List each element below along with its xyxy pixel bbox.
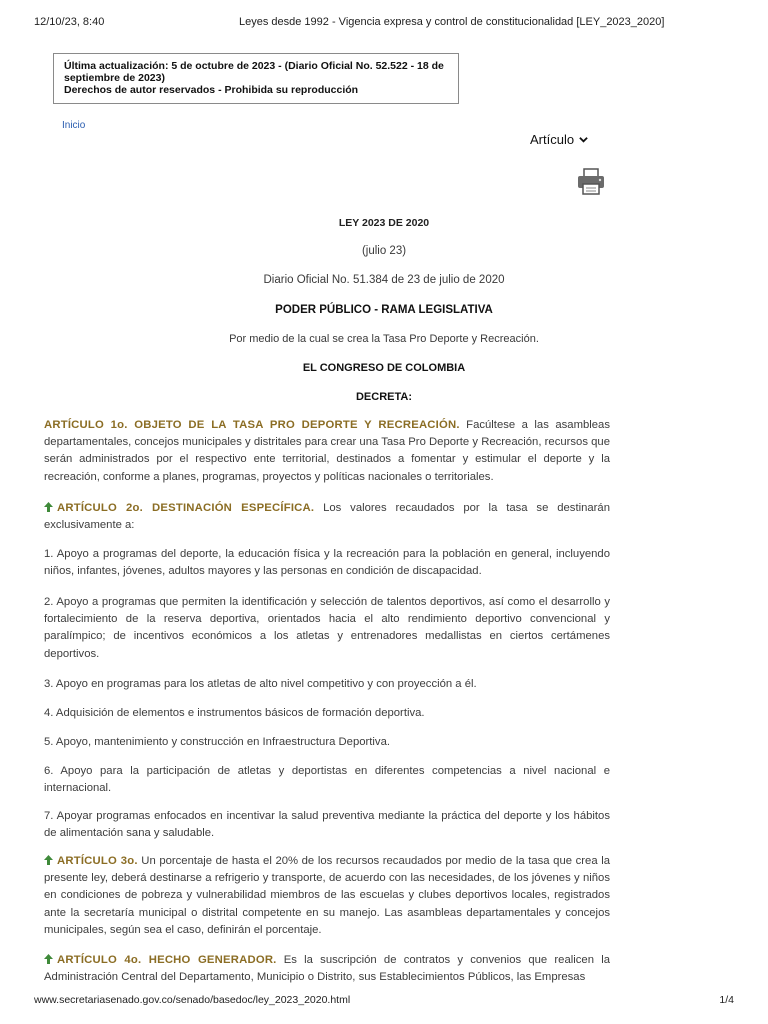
law-date: (julio 23): [361, 245, 407, 257]
articulo-dropdown[interactable]: [524, 129, 594, 149]
list-item: 5. Apoyo, mantenimiento y construcción en Infraestructura Deportiva.: [44, 736, 390, 748]
inicio-link[interactable]: Inicio: [62, 120, 86, 131]
article-1-title[interactable]: ARTÍCULO 1o. OBJETO DE LA TASA PRO DEPORTE Y RECREACIÓN.: [44, 419, 460, 431]
list-item: 2. Apoyo a programas que permiten la identificación y selección de talentos deportivos, así como el desarrollo y fortalecimiento de la reserva deportiva, orientados hacia el alto rendimiento deportivo convencional y paralímpico; de incentivos económicos a los atletas y entrenadores medallistas en ciertos certámenes deportivos.: [44, 596, 610, 660]
list-item: 6. Apoyo para la participación de atletas y deportistas en diferentes competencias a nivel nacional e internacional.: [44, 765, 610, 795]
article-3-title[interactable]: ARTÍCULO 3o.: [57, 855, 138, 867]
list-item: 7. Apoyar programas enfocados en incentivar la salud preventiva mediante la práctica del deporte y los hábitos de alimentación sana y saludable.: [44, 810, 610, 840]
print-header: [34, 16, 734, 32]
article-3-text: Un porcentaje de hasta el 20% de los recursos recaudados por medio de la tasa que crea la presente ley, deberá destinarse a refrigerio y transporte, de acuerdo con las necesidades, de los jóvenes y niños en condiciones de pobreza y vulnerabilidad miembros de las escuelas y clubes deportivos locales, registrados ante la secretaría municipal o distrital competente en su manejo. Las asambleas departamentales y concejos municipales, según sea el caso, definirán el porcentaje.: [44, 855, 610, 936]
law-subject: Por medio de la cual se crea la Tasa Pro Deporte y Recreación.: [229, 333, 539, 345]
update-notice-box: [53, 53, 459, 104]
article-4-text: Es la suscripción de contratos y convenios que realicen la Administración Central del Departamento, Municipio o Distrito, sus Establecimientos Públicos, las Empresas: [44, 954, 610, 984]
article-1-text: Facúltese a las asambleas departamentales, concejos municipales y distritales para crear una Tasa Pro Deporte y Recreación, recursos que serán administrados por el respectivo ente territorial, destinados a fomentar y estimular el deporte y la recreación, conforme a planes, programas, proyectos y políticas nacionales o territoriales.: [44, 419, 610, 483]
branch-heading: PODER PÚBLICO - RAMA LEGISLATIVA: [275, 304, 493, 316]
decreta-heading: DECRETA:: [355, 391, 412, 403]
list-item: 3. Apoyo en programas para los atletas de alto nivel competitivo y con proyección a él.: [44, 678, 477, 690]
article-2-title[interactable]: ARTÍCULO 2o. DESTINACIÓN ESPECÍFICA.: [57, 502, 315, 514]
chevron-down-icon: [579, 135, 588, 144]
article-1: [44, 417, 610, 486]
article-2: [44, 500, 610, 534]
print-page-title: Leyes desde 1992 - Vigencia expresa y control de constitucionalidad [LEY_2023_2020]: [239, 16, 665, 28]
update-line-1: Última actualización: 5 de octubre de 2023 - (Diario Oficial No. 52.522 - 18 de: [64, 60, 444, 72]
list-item: 4. Adquisición de elementos e instrumentos básicos de formación deportiva.: [44, 707, 425, 719]
arrow-up-icon[interactable]: [44, 502, 53, 512]
print-date: 12/10/23, 8:40: [34, 16, 105, 28]
arrow-up-icon[interactable]: [44, 855, 53, 865]
articulo-dropdown-label: Artículo: [530, 131, 575, 147]
arrow-up-icon[interactable]: [44, 954, 53, 964]
update-line-2: septiembre de 2023): [64, 72, 165, 84]
article-3: [44, 853, 610, 939]
article-4-title[interactable]: ARTÍCULO 4o. HECHO GENERADOR.: [57, 954, 277, 966]
print-footer: [34, 994, 734, 1010]
article-4: [44, 952, 610, 990]
printer-icon[interactable]: [576, 168, 606, 196]
diario-oficial-ref: Diario Oficial No. 51.384 de 23 de julio de 2020: [263, 274, 505, 286]
page-number: 1/4: [719, 994, 734, 1006]
article-2-text: Los valores recaudados por la tasa se destinarán exclusivamente a:: [44, 502, 610, 532]
list-item: 1. Apoyo a programas del deporte, la educación física y la recreación para la población en general, incluyendo niños, infantes, jóvenes, adultos mayores y las personas en condición de discapacidad.: [44, 548, 610, 578]
copyright-line: Derechos de autor reservados - Prohibida su reproducción: [64, 84, 359, 96]
law-number-heading: LEY 2023 DE 2020: [338, 217, 430, 229]
congress-heading: EL CONGRESO DE COLOMBIA: [302, 362, 466, 374]
print-url: www.secretariasenado.gov.co/senado/basedoc/ley_2023_2020.html: [34, 994, 351, 1006]
